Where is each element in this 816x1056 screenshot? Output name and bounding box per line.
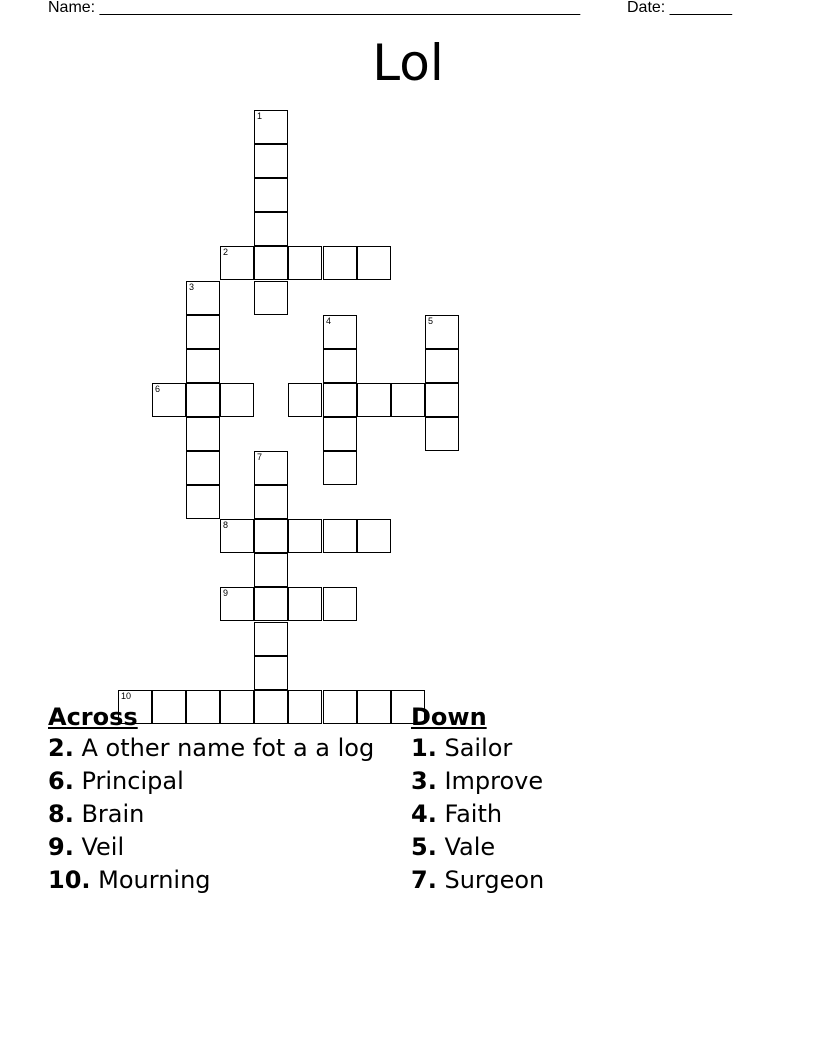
grid-cell[interactable] — [288, 587, 322, 621]
clue-down-7 — [411, 866, 741, 894]
clue-text: Faith — [444, 800, 503, 828]
grid-cell[interactable] — [254, 246, 288, 280]
grid-cell[interactable] — [254, 656, 288, 690]
grid-cell[interactable] — [425, 417, 459, 451]
grid-cell[interactable] — [186, 281, 220, 315]
grid-cell[interactable] — [254, 519, 288, 553]
clue-text: Vale — [444, 833, 496, 861]
clue-text: Veil — [81, 833, 125, 861]
clue-text: Improve — [444, 767, 544, 795]
grid-cell[interactable] — [323, 315, 357, 349]
clue-number-label: 2 — [223, 247, 229, 257]
grid-cell[interactable] — [357, 383, 391, 417]
grid-cell[interactable] — [186, 349, 220, 383]
across-clues — [48, 702, 378, 899]
grid-cell[interactable] — [391, 383, 425, 417]
clue-number: 9. — [48, 833, 74, 861]
grid-cell[interactable] — [254, 281, 288, 315]
clue-down-4 — [411, 800, 741, 828]
grid-cell[interactable] — [254, 178, 288, 212]
clue-text: A other name fot a a log — [81, 734, 375, 762]
clue-across-10 — [48, 866, 378, 894]
clue-across-6 — [48, 767, 378, 795]
clue-text: Brain — [81, 800, 145, 828]
grid-cell[interactable] — [186, 383, 220, 417]
grid-cell[interactable] — [254, 622, 288, 656]
clue-number-label: 5 — [428, 316, 434, 326]
page-title: Lol — [372, 34, 444, 92]
grid-cell[interactable] — [152, 383, 186, 417]
clue-across-8 — [48, 800, 378, 828]
grid-cell[interactable] — [323, 383, 357, 417]
grid-cell[interactable] — [323, 519, 357, 553]
clue-number-label: 6 — [155, 384, 161, 394]
name-label: Name: ______________________________________________________ — [48, 0, 581, 16]
grid-cell[interactable] — [254, 451, 288, 485]
grid-cell[interactable] — [425, 315, 459, 349]
grid-cell[interactable] — [254, 485, 288, 519]
clue-number: 10. — [48, 866, 91, 894]
clue-number-label: 8 — [223, 520, 229, 530]
grid-cell[interactable] — [323, 417, 357, 451]
clue-across-2 — [48, 734, 378, 762]
clue-number: 7. — [411, 866, 437, 894]
grid-cell[interactable] — [288, 383, 322, 417]
grid-cell[interactable] — [254, 587, 288, 621]
grid-cell[interactable] — [220, 246, 254, 280]
grid-cell[interactable] — [254, 144, 288, 178]
grid-cell[interactable] — [425, 383, 459, 417]
date-label: Date: _______ — [627, 0, 732, 16]
grid-cell[interactable] — [254, 110, 288, 144]
clue-text: Principal — [81, 767, 184, 795]
grid-cell[interactable] — [425, 349, 459, 383]
grid-cell[interactable] — [323, 246, 357, 280]
grid-cell[interactable] — [288, 519, 322, 553]
grid-cell[interactable] — [323, 587, 357, 621]
clue-number-label: 10 — [121, 691, 132, 701]
clue-number-label: 7 — [257, 452, 263, 462]
grid-cell[interactable] — [186, 417, 220, 451]
clue-number: 6. — [48, 767, 74, 795]
grid-cell[interactable] — [186, 315, 220, 349]
clue-down-1 — [411, 734, 741, 762]
grid-cell[interactable] — [220, 519, 254, 553]
grid-cell[interactable] — [254, 553, 288, 587]
clue-text: Surgeon — [444, 866, 545, 894]
clue-number-label: 4 — [326, 316, 332, 326]
grid-cell[interactable] — [186, 485, 220, 519]
down-heading: Down — [411, 703, 487, 731]
clue-across-9 — [48, 833, 378, 861]
grid-cell[interactable] — [323, 349, 357, 383]
grid-cell[interactable] — [357, 519, 391, 553]
clue-number: 5. — [411, 833, 437, 861]
grid-cell[interactable] — [357, 246, 391, 280]
grid-cell[interactable] — [220, 587, 254, 621]
clue-down-5 — [411, 833, 741, 861]
clue-number-label: 3 — [189, 282, 195, 292]
grid-cell[interactable] — [323, 451, 357, 485]
grid-cell[interactable] — [186, 451, 220, 485]
grid-cell[interactable] — [288, 246, 322, 280]
clue-number-label: 1 — [257, 111, 263, 121]
clue-down-3 — [411, 767, 741, 795]
down-clues — [411, 702, 741, 899]
clue-number: 8. — [48, 800, 74, 828]
grid-cell[interactable] — [220, 383, 254, 417]
clue-text: Sailor — [444, 734, 513, 762]
clue-number: 1. — [411, 734, 437, 762]
clue-number: 3. — [411, 767, 437, 795]
clue-text: Mourning — [98, 866, 211, 894]
across-heading: Across — [48, 703, 138, 731]
clue-number-label: 9 — [223, 588, 229, 598]
clue-number: 4. — [411, 800, 437, 828]
clue-number: 2. — [48, 734, 74, 762]
grid-cell[interactable] — [254, 212, 288, 246]
